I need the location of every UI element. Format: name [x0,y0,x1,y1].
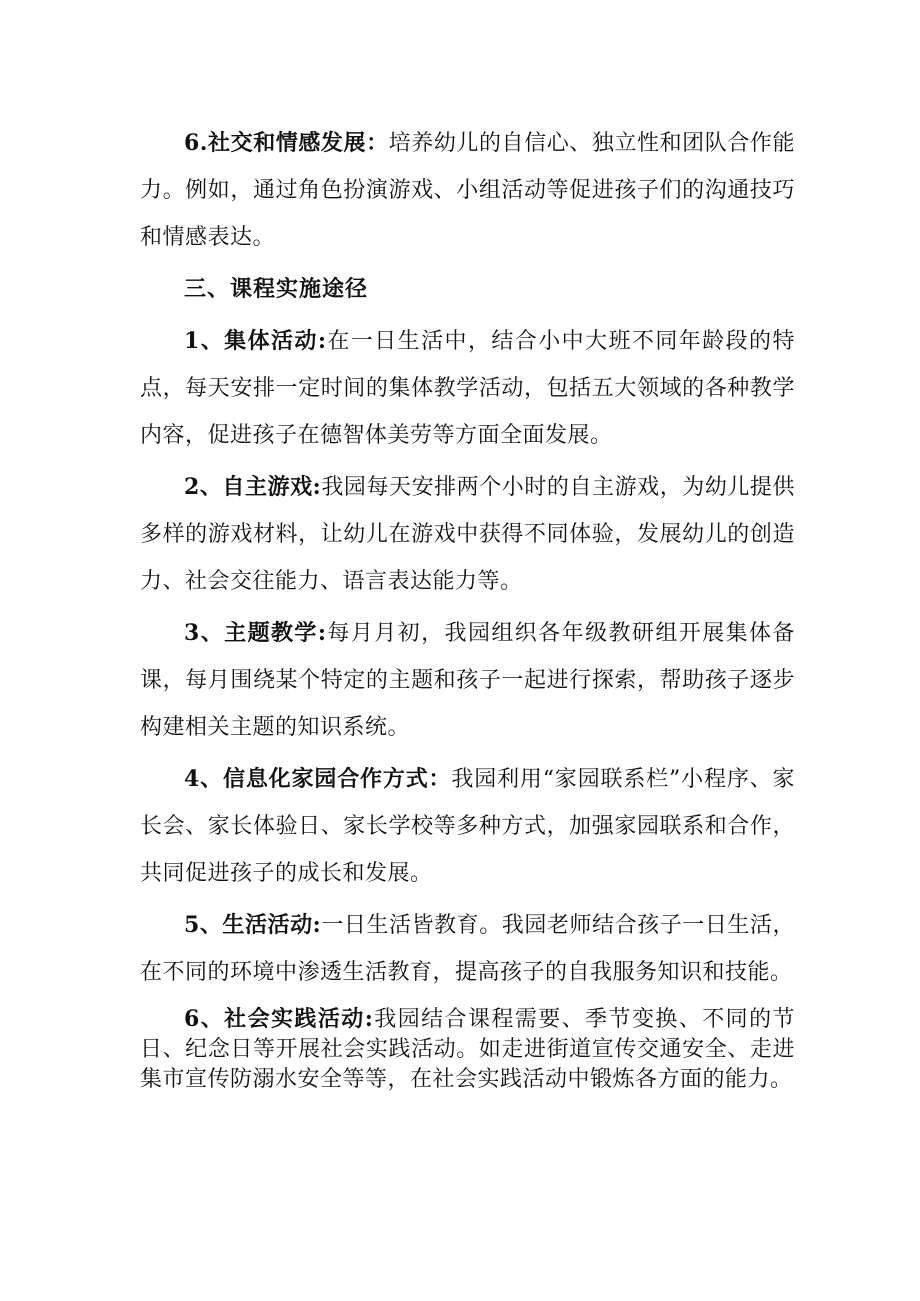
paragraph-text: 一日生活皆教育。我园老师结合孩子一日生活，在不同的环境中渗透生活教育，提高孩子的自我服务知识和技能。 [140,913,795,985]
paragraph-lead: 4、信息化家园合作方式： [184,766,452,792]
paragraph-home-school [140,756,795,897]
paragraph-life-activity [140,902,795,996]
paragraph-text: 在一日生活中，结合小中大班不同年龄段的特点，每天安排一定时间的集体教学活动，包括五大领域的各种教学内容，促进孩子在德智体美劳等方面全面发展。 [140,329,795,448]
paragraph-group-activity [140,318,795,459]
paragraph-lead: 6.社交和情感发展： [184,130,389,156]
paragraph-text: 每月月初，我园组织各年级教研组开展集体备课，每月围绕某个特定的主题和孩子一起进行探索，帮助孩子逐步构建相关主题的知识系统。 [140,621,795,740]
paragraph-lead: 2、自主游戏: [184,474,322,500]
paragraph-social-practice [140,1004,795,1095]
paragraph-theme-teaching [140,610,795,751]
document-page [140,120,795,1095]
paragraph-lead: 5、生活活动: [184,912,322,938]
paragraph-free-play [140,464,795,605]
section-heading: 三、课程实施途径 [184,276,369,302]
paragraph-lead: 6、社会实践活动: [184,1006,374,1032]
paragraph-text: 我园结合课程需要、季节变换、不同的节日、纪念日等开展社会实践活动。如走进街道宣传交通安全、走进集市宣传防溺水安全等等，在社会实践活动中锻炼各方面的能力。 [140,1007,795,1092]
paragraph-text: 我园每天安排两个小时的自主游戏，为幼儿提供多样的游戏材料，让幼儿在游戏中获得不同体验，发展幼儿的创造力、社会交往能力、语言表达能力等。 [140,475,795,594]
paragraph-lead: 3、主题教学: [184,620,327,646]
paragraph-text: 我园利用“家园联系栏”小程序、家长会、家长体验日、家长学校等多种方式，加强家园联系和合作，共同促进孩子的成长和发展。 [140,767,796,886]
paragraph-social-emotional [140,120,795,261]
paragraph-text: 培养幼儿的自信心、独立性和团队合作能力。例如，通过角色扮演游戏、小组活动等促进孩子们的沟通技巧和情感表达。 [140,131,795,250]
paragraph-lead: 1、集体活动: [184,328,327,354]
